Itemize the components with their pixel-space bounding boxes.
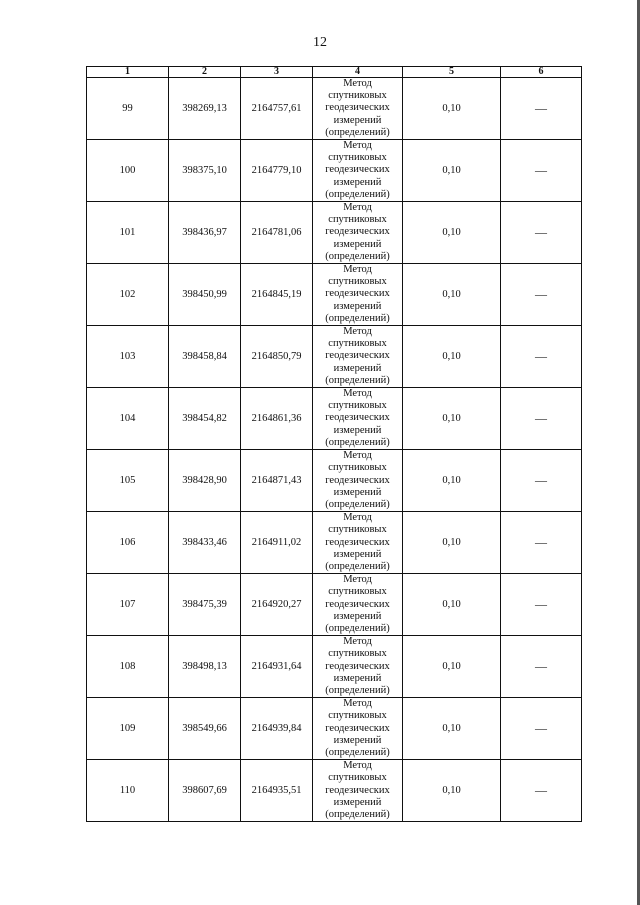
coordinate-x-cell: 398498,13 — [169, 636, 241, 698]
coordinate-x-cell: 398436,97 — [169, 202, 241, 264]
note-cell: — — [501, 264, 582, 326]
method-cell — [313, 636, 403, 698]
method-text-line: геодезических — [325, 288, 390, 300]
coordinate-x-cell: 398450,99 — [169, 264, 241, 326]
point-number-cell: 101 — [87, 202, 169, 264]
method-text-line: Метод — [343, 636, 372, 648]
method-cell — [313, 698, 403, 760]
method-text-line: (определений) — [325, 684, 390, 696]
accuracy-cell: 0,10 — [403, 512, 501, 574]
note-cell: — — [501, 140, 582, 202]
table-row — [87, 512, 582, 574]
table-row — [87, 636, 582, 698]
method-text-line: измерений — [333, 610, 382, 622]
accuracy-cell: 0,10 — [403, 388, 501, 450]
method-text-line: Метод — [343, 264, 372, 276]
note-cell: — — [501, 78, 582, 140]
method-cell — [313, 512, 403, 574]
method-text-line: измерений — [333, 176, 382, 188]
coordinate-y-cell: 2164850,79 — [241, 326, 313, 388]
method-text-line: измерений — [333, 300, 382, 312]
method-cell — [313, 574, 403, 636]
method-text-line: измерений — [333, 734, 382, 746]
table-row — [87, 326, 582, 388]
method-text-line: измерений — [333, 672, 382, 684]
accuracy-cell: 0,10 — [403, 202, 501, 264]
accuracy-cell: 0,10 — [403, 326, 501, 388]
method-text-line: измерений — [333, 362, 382, 374]
method-text-line: Метод — [343, 202, 372, 214]
page-number: 12 — [313, 35, 327, 50]
note-cell: — — [501, 574, 582, 636]
note-cell: — — [501, 202, 582, 264]
method-text-line: (определений) — [325, 746, 390, 758]
coordinate-x-cell: 398269,13 — [169, 78, 241, 140]
method-text-line: геодезических — [325, 412, 390, 424]
method-text-line: спутниковых — [328, 772, 387, 784]
note-cell: — — [501, 512, 582, 574]
point-number-cell: 103 — [87, 326, 169, 388]
point-number-cell: 108 — [87, 636, 169, 698]
method-text-line: измерений — [333, 796, 382, 808]
method-text-line: (определений) — [325, 498, 390, 510]
table-row — [87, 760, 582, 822]
coordinate-y-cell: 2164781,06 — [241, 202, 313, 264]
method-cell — [313, 140, 403, 202]
accuracy-cell: 0,10 — [403, 636, 501, 698]
method-text-line: Метод — [343, 78, 372, 89]
method-text-line: геодезических — [325, 598, 390, 610]
accuracy-cell: 0,10 — [403, 264, 501, 326]
table-row — [87, 698, 582, 760]
method-text-line: спутниковых — [328, 400, 387, 412]
method-text-line: спутниковых — [328, 214, 387, 226]
coordinate-y-cell: 2164861,36 — [241, 388, 313, 450]
coordinate-x-cell: 398433,46 — [169, 512, 241, 574]
table-row — [87, 264, 582, 326]
point-number-cell: 99 — [87, 78, 169, 140]
method-text-line: геодезических — [325, 660, 390, 672]
note-cell: — — [501, 388, 582, 450]
accuracy-cell: 0,10 — [403, 574, 501, 636]
method-text-line: геодезических — [325, 102, 390, 114]
accuracy-cell: 0,10 — [403, 698, 501, 760]
coordinate-x-cell: 398549,66 — [169, 698, 241, 760]
method-text-line: геодезических — [325, 784, 390, 796]
table-row — [87, 388, 582, 450]
method-text-line: спутниковых — [328, 586, 387, 598]
table-row — [87, 140, 582, 202]
method-text-line: (определений) — [325, 126, 390, 138]
method-text-line: геодезических — [325, 164, 390, 176]
method-text-line: геодезических — [325, 474, 390, 486]
accuracy-cell: 0,10 — [403, 140, 501, 202]
coordinate-y-cell: 2164939,84 — [241, 698, 313, 760]
accuracy-cell: 0,10 — [403, 78, 501, 140]
method-text-line: Метод — [343, 512, 372, 524]
method-text-line: (определений) — [325, 374, 390, 386]
coordinate-x-cell: 398458,84 — [169, 326, 241, 388]
method-text-line: измерений — [333, 114, 382, 126]
method-cell — [313, 326, 403, 388]
method-text-line: спутниковых — [328, 462, 387, 474]
header-col-3: 3 — [241, 67, 313, 78]
method-text-line: (определений) — [325, 188, 390, 200]
method-cell — [313, 388, 403, 450]
coordinates-table — [86, 66, 582, 822]
table-header-row — [87, 67, 582, 78]
point-number-cell: 102 — [87, 264, 169, 326]
point-number-cell: 109 — [87, 698, 169, 760]
method-text-line: геодезических — [325, 226, 390, 238]
method-text-line: Метод — [343, 326, 372, 338]
coordinate-x-cell: 398454,82 — [169, 388, 241, 450]
coordinate-x-cell: 398607,69 — [169, 760, 241, 822]
header-col-5: 5 — [403, 67, 501, 78]
accuracy-cell: 0,10 — [403, 450, 501, 512]
method-text-line: (определений) — [325, 622, 390, 634]
table-body — [87, 78, 582, 822]
header-col-6: 6 — [501, 67, 582, 78]
method-cell — [313, 264, 403, 326]
point-number-cell: 100 — [87, 140, 169, 202]
accuracy-cell: 0,10 — [403, 760, 501, 822]
method-text-line: спутниковых — [328, 710, 387, 722]
point-number-cell: 105 — [87, 450, 169, 512]
method-text-line: (определений) — [325, 560, 390, 572]
method-cell — [313, 78, 403, 140]
note-cell: — — [501, 698, 582, 760]
method-text-line: спутниковых — [328, 648, 387, 660]
coordinate-x-cell: 398475,39 — [169, 574, 241, 636]
method-text-line: (определений) — [325, 436, 390, 448]
method-text-line: спутниковых — [328, 152, 387, 164]
method-text-line: Метод — [343, 760, 372, 772]
coordinate-y-cell: 2164779,10 — [241, 140, 313, 202]
method-text-line: измерений — [333, 548, 382, 560]
note-cell: — — [501, 326, 582, 388]
coordinate-y-cell: 2164845,19 — [241, 264, 313, 326]
method-text-line: (определений) — [325, 250, 390, 262]
method-text-line: Метод — [343, 450, 372, 462]
table-row — [87, 202, 582, 264]
method-text-line: спутниковых — [328, 524, 387, 536]
method-text-line: (определений) — [325, 312, 390, 324]
method-text-line: геодезических — [325, 722, 390, 734]
coordinate-x-cell: 398375,10 — [169, 140, 241, 202]
note-cell: — — [501, 450, 582, 512]
point-number-cell: 104 — [87, 388, 169, 450]
method-cell — [313, 450, 403, 512]
table-row — [87, 450, 582, 512]
header-col-4: 4 — [313, 67, 403, 78]
coordinate-y-cell: 2164920,27 — [241, 574, 313, 636]
point-number-cell: 106 — [87, 512, 169, 574]
point-number-cell: 107 — [87, 574, 169, 636]
method-text-line: Метод — [343, 698, 372, 710]
header-col-1: 1 — [87, 67, 169, 78]
method-text-line: измерений — [333, 486, 382, 498]
method-text-line: Метод — [343, 574, 372, 586]
method-text-line: спутниковых — [328, 90, 387, 102]
point-number-cell: 110 — [87, 760, 169, 822]
coordinate-x-cell: 398428,90 — [169, 450, 241, 512]
method-text-line: Метод — [343, 140, 372, 152]
method-text-line: измерений — [333, 424, 382, 436]
method-text-line: Метод — [343, 388, 372, 400]
method-text-line: (определений) — [325, 808, 390, 820]
table-row — [87, 78, 582, 140]
coordinate-y-cell: 2164871,43 — [241, 450, 313, 512]
coordinate-y-cell: 2164935,51 — [241, 760, 313, 822]
method-text-line: спутниковых — [328, 276, 387, 288]
method-text-line: измерений — [333, 238, 382, 250]
method-text-line: спутниковых — [328, 338, 387, 350]
method-text-line: геодезических — [325, 536, 390, 548]
note-cell: — — [501, 636, 582, 698]
coordinate-y-cell: 2164757,61 — [241, 78, 313, 140]
method-cell — [313, 202, 403, 264]
table-row — [87, 574, 582, 636]
header-col-2: 2 — [169, 67, 241, 78]
coordinate-y-cell: 2164911,02 — [241, 512, 313, 574]
coordinate-y-cell: 2164931,64 — [241, 636, 313, 698]
method-cell — [313, 760, 403, 822]
note-cell: — — [501, 760, 582, 822]
method-text-line: геодезических — [325, 350, 390, 362]
